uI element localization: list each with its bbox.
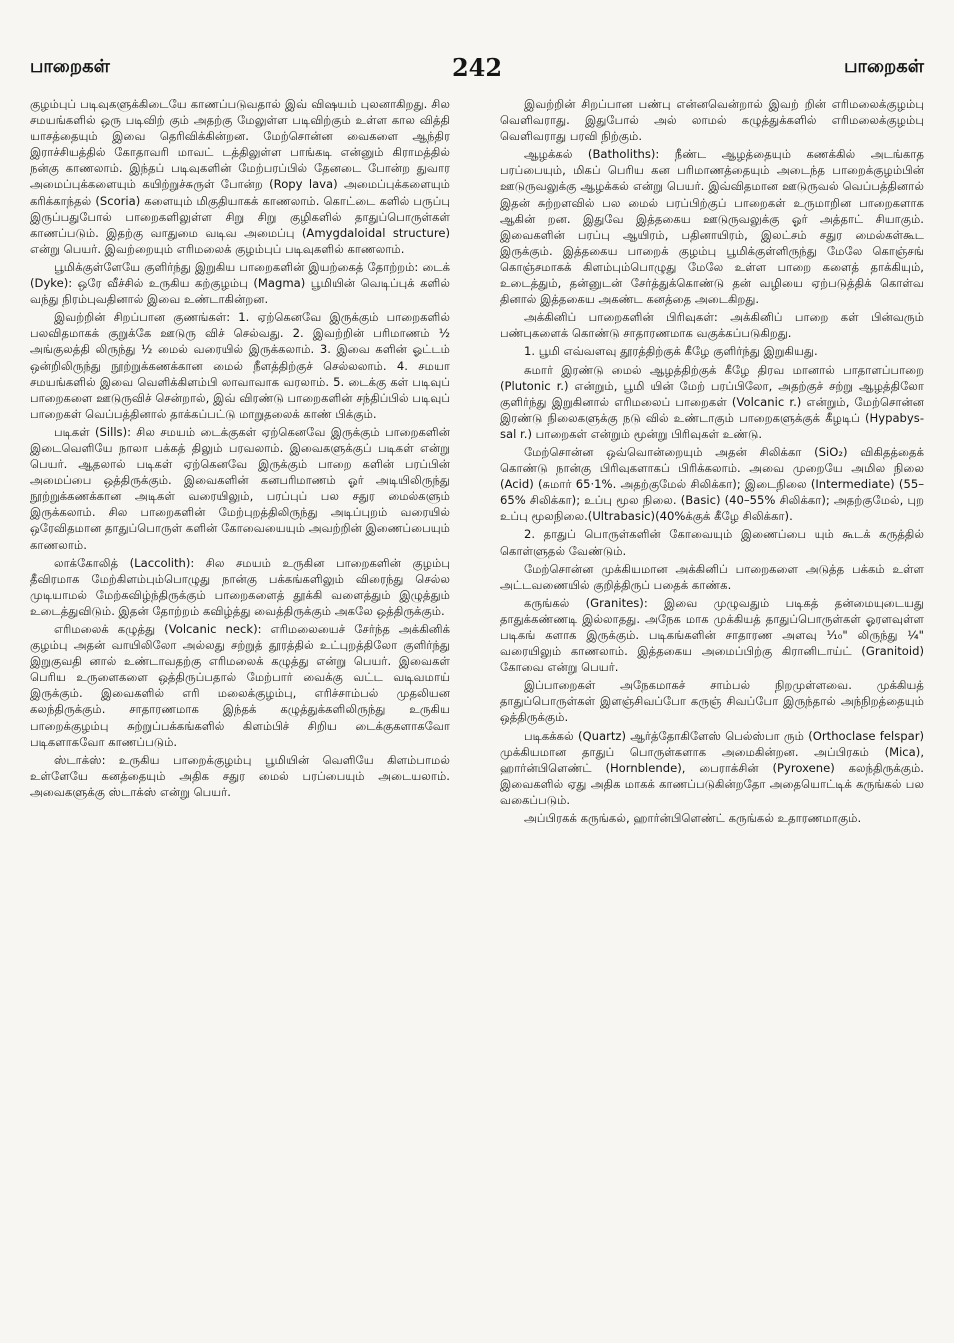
paragraph: மேற்சொன்ன ஒவ்வொன்றையும் அதன் சிலிக்கா (SiO₂) விகிதத்தைக் கொண்டு நான்கு பிரிவுகளாகப் பிரிக்கலாம். அவை முறையே அமில நிலை (Acid) (சுமார் 65·1%. அதற்குமேல் சிலிக்கா); இடைநிலை (Intermediate) (55–65% சிலிக்கா); உப்பு மூல நிலை. (Basic) (40–55% சிலிக்கா); அதற்குமேல், புற உப்பு மூலநிலை.(Ultrabasic)(40%க்குக் கீழே சிலிக்கா). <box>500 444 924 524</box>
paragraph: சுமார் இரண்டு மைல் ஆழத்திற்குக் கீழே திரவ மானால் பாதாளப்பாறை (Plutonic r.) என்றும், பூமி யின் மேற் பரப்பிலோ, அதற்குச் சற்று ஆழத்திலோ குளிர்ந்து இறுகினால் எரிமலைப் பாறைகள் (Volcanic r.) என்றும், மேற்சொன்ன இரண்டு நிலைகளுக்கு நடு வில் உண்டாகும் பாறைகளுக்குக் கீழடிப் (Hypabys- sal r.) பாறைகள் என்றும் மூன்று பிரிவுகள் உண்டு. <box>500 362 924 441</box>
paragraph: படிகள் (Sills): சில சமயம் டைக்குகள் ஏற்கெனவே இருக்கும் பாறைகளின் இடைவெளியே நாலா பக்கத் திலும் பரவலாம். இவைகளுக்குப் படிகள் என்று பெயர். ஆதலால் படிகள் ஏற்கெனவே இருக்கும் பாறை களின் பரப்பின் அமைப்பை ஒத்திருக்கும். இவைகளின் கனபரிமாணம் ஓர் அடியிலிருந்து நூற்றுக்கணக்கான அடிகள் வரையிலும், பரப்புப் பல சதுர மைல்களும் இருக்கலாம். சில பாறைகளின் மேற்புறத்திலிருந்து அடிப்புறம் வரையில் ஒரேவிதமான தாதுப்பொருள் களின் கோவையையும் அவற்றின் இணைப்பையும் காணலாம். <box>30 424 450 552</box>
running-head-right: பாறைகள் <box>844 55 924 77</box>
page-number: 242 <box>451 52 503 82</box>
paragraph: கருங்கல் (Granites): இவை முழுவதும் படிகத் தன்மையுடையது தாதுக்கண்ணடி இல்லாதது. அநேக மாக முக்கியத் தாதுப்பொருள்கள் ஓரளவுள்ள படிகங் களாக இருக்கும். படிகங்களின் சாதாரண அளவு ¹⁄₁₀" லிருந்து ¼" வரையிலும் காணலாம். இத்தகைய அமைப்பிற்கு கிரானிடாய்ட் (Granitoid) கோவை என்று பெயர். <box>500 595 924 675</box>
running-head-left: பாறைகள் <box>30 55 110 77</box>
paragraph: குழம்புப் படிவுகளுக்கிடையே காணப்படுவதால் இவ் விஷயம் புலனாகிறது. சில சமயங்களில் ஒரு படிவிற் கும் அதற்கு மேலுள்ள படிவிற்கும் உள்ள கால வித்தி யாசத்தையும் இவை தெரிவிக்கின்றன. மேற்சொன்ன வைகளை ஆந்திர இராச்சியத்தில் கோதாவரி மாவட் டத்திலுள்ள பாங்கடி என்னும் கிராமத்தில் நன்கு காணலாம். இந்தப் படிவுகளின் மேற்பரப்பில் தேனடை போன்ற துவார அமைப்புக்களையும் கயிற்றுச்சுருள் போன்ற (Ropy lava) அமைப்புக்களையும் கரிக்காந்தல் (Scoria) களையும் மிகுதியாகக் காணலாம். கொட்டை களில் பருப்பு இருப்பதுபோல் பாறைகளிலுள்ள சிறு சிறு குழிகளில் தாதுப்பொருள்கள் காணப்படும். இதற்கு வாதுமை வடிவ அமைப்பு (Amygdaloidal structure) என்று பெயர். இவற்றையும் எரிமலைக் குழம்புப் படிவுகளில் காணலாம். <box>30 97 450 256</box>
page-header <box>30 50 924 84</box>
paragraph: லாக்கோலித் (Laccolith): சில சமயம் உருகின பாறைகளின் குழம்பு தீவிரமாக மேற்கிளம்பும்பொழுது நான்கு பக்கங்களிலும் விரைந்து செல்ல முடியாமல் மேற்கவிழ்ந்திருக்கும் பாறைகளைத் தூக்கி வளைத்தும் இழுத்தும் உடைத்துவிடும். இதன் தோற்றம் கவிழ்த்து வைத்திருக்கும் அகலே ஒத்திருக்கும். <box>30 555 450 618</box>
paragraph: இவற்றின் சிறப்பான குணங்கள்: 1. ஏற்கெனவே இருக்கும் பாறைகளில் பலவிதமாகக் குறுக்கே ஊடுரு விச் செல்வது. 2. இவற்றின் பரிமாணம் ½ அங்குலத்தி லிருந்து ½ மைல் வரையில் இருக்கலாம். 3. இவை களின் ஓட்டம் ஒன்றிலிருந்து நூற்றுக்கணக்கான மைல் நீளத்திற்குச் செல்லலாம். 4. சமயா சமயங்களில் இவை வெளிக்கிளம்பி லாவாவாக வரலாம். 5. டைக்கு கள் படிவுப் பாறைகளை ஊடுருவிச் சென்றால், இவ் விரண்டு பாறைகளின் சந்திப்பில் படிவுப் பாறைகள் வெப்பத்தினால் தாக்கப்பட்டு மாறுதலைக் காண் பிக்கும். <box>30 310 450 421</box>
paragraph: எரிமலைக் கழுத்து (Volcanic neck): எரிமலையைச் சேர்ந்த அக்கினிக் குழம்பு அதன் வாயிலிலோ அல்லது சற்றுத் தூரத்தில் உட்புறத்திலோ குளிர்ந்து இறுகுவதி னால் உண்டாவதற்கு எரிமலைக் கழுத்து என்று பெயர். இவைகள் பெரிய உருளைகளை ஒத்திருப்பதால் மேற்பார் வைக்கு வட்ட வடிவமாய் இருக்கும். இவைகளில் எரி மலைக்குழம்பு, எரிச்சாம்பல் முதலியன கலந்திருக்கும். சாதாரணமாக இந்தக் கழுத்துக்களிலிருந்து உருகிய பாறைக்குழம்பு சுற்றுப்பக்கங்களில் கிளம்பிச் சிறிய டைக்குகளாகவோ படிகளாகவோ காணப்படும். <box>30 622 450 749</box>
left-column <box>30 96 450 802</box>
right-column <box>500 96 924 828</box>
paragraph: இவற்றின் சிறப்பான பண்பு என்னவென்றால் இவற் றின் எரிமலைக்குழம்பு வெளிவராது. இதுபோல் அல் லாமல் கழுத்துக்களில் எரிமலைக்குழம்பு வெளிவராது பரவி நிற்கும். <box>500 97 924 144</box>
paragraph: 1. பூமி எவ்வளவு தூரத்திற்குக் கீழே குளிர்ந்து இறுகியது. <box>524 344 818 359</box>
paragraph: ஸ்டாக்ஸ்: உருகிய பாறைக்குழம்பு பூமியின் வெளியே கிளம்பாமல் உள்ளேயே கனத்தையும் அதிக சதுர மைல் பரப்பையும் அடையலாம். அவைகளுக்கு ஸ்டாக்ஸ் என்று பெயர். <box>30 752 450 799</box>
paragraph: மேற்சொன்ன முக்கியமான அக்கினிப் பாறைகளை அடுத்த பக்கம் உள்ள அட்டவணையில் குறித்திருப் பதைக் காண்க. <box>500 561 924 592</box>
paragraph: அப்பிரகக் கருங்கல், ஹார்ன்பிளெண்ட் கருங்கல் உதாரணமாகும். <box>524 811 862 826</box>
paragraph: இப்பாறைகள் அநேகமாகச் சாம்பல் நிறமுள்ளவை. முக்கியத் தாதுப்பொருள்கள் இளஞ்சிவப்போ கருஞ் சிவப்போ இருந்தால் அந்நிறத்தையும் ஒத்திருக்கும். <box>500 678 924 725</box>
paragraph: 2. தாதுப் பொருள்களின் கோவையும் இணைப்பை யும் கூடக் கருத்தில் கொள்ளுதல் வேண்டும். <box>500 527 924 558</box>
paragraph: ஆழக்கல் (Batholiths): நீண்ட ஆழத்தையும் கணக்கில் அடங்காத பரப்பையும், மிகப் பெரிய கன பரிமாணத்தையும் அடைந்த பாறைக்குழம்பின் ஊடுருவலுக்கு ஆழக்கல் என்று பெயர். இவ்விதமான ஊடுருவல் வெப்பத்தினால் இதன் சுற்றளவில் பல மைல் பரப்பிற்குப் பாறைகள் உருமாறின பாறைகளாக ஆகின் றன. இதுவே இத்தகைய ஊடுருவலுக்கு ஓர் அத்தாட் சியாகும். இவைகளின் பரப்பு ஆயிரம், பதினாயிரம், இலட்சம் சதுர மைல்கள்கூட இருக்கும். இத்தகைய பாறைக் குழம்பு பூமிக்குள்ளிருந்து மேலே கொஞ்சங் கொஞ்சமாகக் கிளம்பும்பொழுது மேலே உள்ள பாறை களைத் தாக்கியும், உடைத்தும், தன்னுடன் சேர்த்துக்கொண்டு தன் வழியை ஏற்படுத்திக் கொள்வ தினால் இத்தகைய அகண்ட கனத்தை அடைகிறது. <box>500 147 924 307</box>
paragraph: படிகக்கல் (Quartz) ஆர்த்தோகிளேஸ் பெல்ஸ்பா ரும் (Orthoclase felspar) முக்கியமான தாதுப் பொருள்களாக அமைகின்றன. அப்பிரகம் (Mica), ஹார்ன்பிளெண்ட் (Hornblende), பைராக்சின் (Pyroxene) கலந்திருக்கும். இவைகளில் ஏது அதிக மாகக் காணப்படுகின்றதோ அதையொட்டிக் கருங்கல் பல வகைப்படும். <box>500 728 924 807</box>
paragraph: பூமிக்குள்ளேயே குளிர்ந்து இறுகிய பாறைகளின் இயற்கைத் தோற்றம்: டைக் (Dyke): ஒரே வீச்சில் உருகிய கற்குழம்பு (Magma) பூமியின் வெடிப்புக் களில் வந்து நிரம்புவதினால் இவை உண்டாகின்றன. <box>30 259 450 307</box>
paragraph: அக்கினிப் பாறைகளின் பிரிவுகள்: அக்கினிப் பாறை கள் பின்வரும் பண்புகளைக் கொண்டு சாதாரணமாக வகுக்கப்படுகிறது. <box>500 310 924 341</box>
